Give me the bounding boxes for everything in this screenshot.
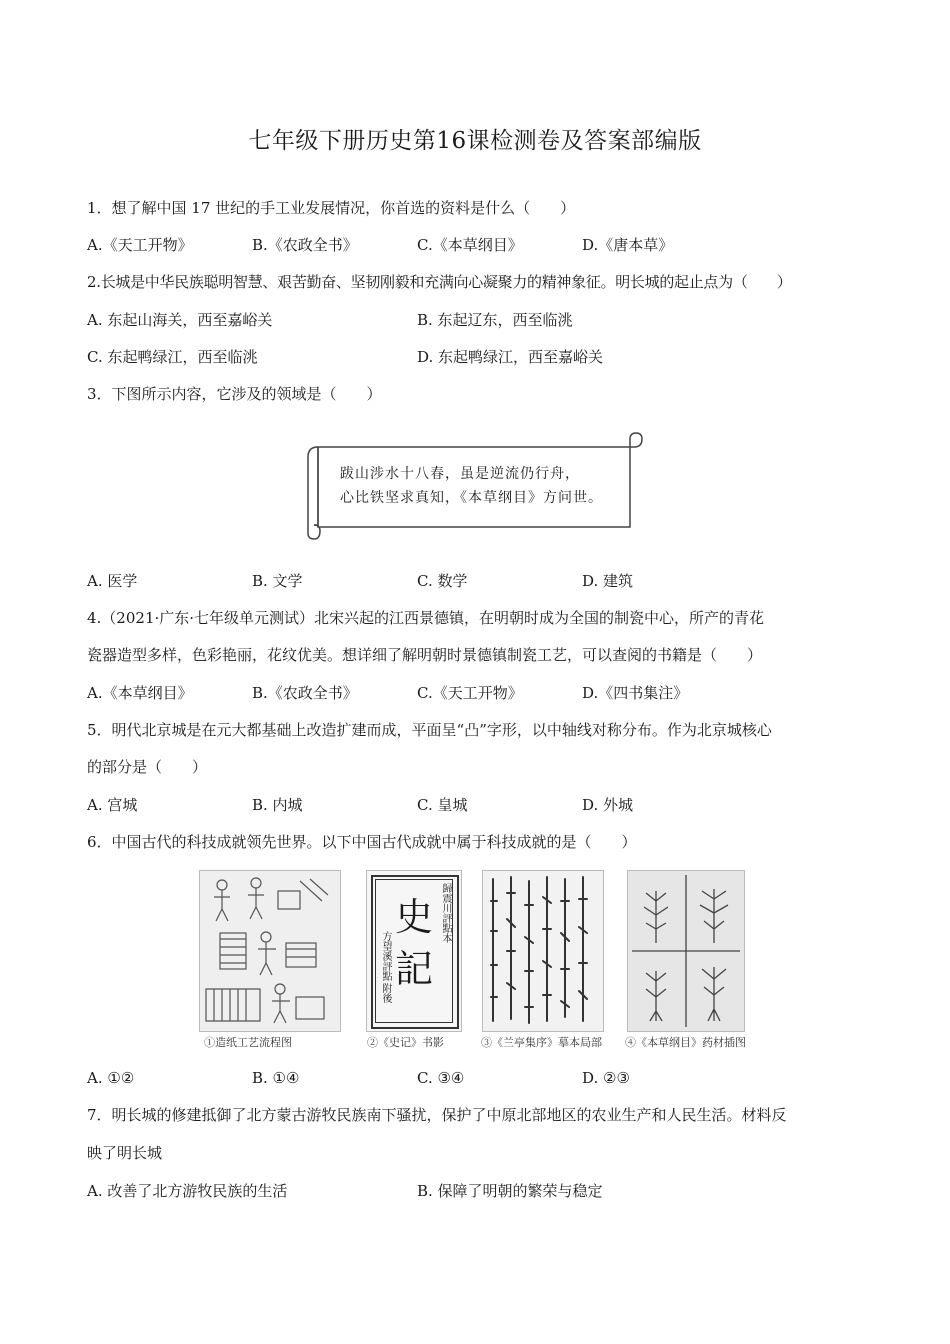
q2-option-a: A. 东起山海关，西至嘉峪关 [87,311,273,329]
q6-option-b: B. ①④ [252,1069,300,1087]
page-title: 七年级下册历史第16课检测卷及答案部编版 [248,128,702,154]
question-5-stem-line-2: 的部分是（ ） [87,758,208,776]
q2-option-c: C. 东起鸭绿江，西至临洮 [87,348,258,366]
book-side-label-right: 歸震川評點本 [440,883,451,943]
scroll-poem-line-2: 心比铁坚求真知，《本草纲目》方问世。 [340,490,603,506]
q2-option-d: D. 东起鸭绿江，西至嘉峪关 [417,348,604,366]
caption-3: ③《兰亭集序》摹本局部 [481,1036,602,1049]
q6-option-d: D. ②③ [582,1069,630,1087]
question-2-stem: 2.长城是中华民族聪明智慧、艰苦勤奋、坚韧刚毅和充满向心凝聚力的精神象征。明长城的起止点为（ ） [87,273,792,291]
q5-option-c: C. 皇城 [417,796,468,814]
q6-option-c: C. ③④ [417,1069,465,1087]
q1-option-d: D.《唐本草》 [582,236,674,254]
question-4-stem-line-1: 4.（2021·广东·七年级单元测试）北宋兴起的江西景德镇，在明朝时成为全国的制瓷中心，所产的青花 [87,609,765,627]
question-4-stem-line-2: 瓷器造型多样，色彩艳丽，花纹优美。想详细了解明朝时景德镇制瓷工艺，可以查阅的书籍是（ ） [87,646,763,664]
q3-option-d: D. 建筑 [582,572,634,590]
book-title-char-1: 史 [395,895,434,939]
q5-option-d: D. 外城 [582,796,634,814]
caption-1: ①造纸工艺流程图 [204,1036,292,1049]
q4-option-c: C.《天工开物》 [417,684,523,702]
q7-option-b: B. 保障了明朝的繁荣与稳定 [417,1182,603,1200]
question-6-stem: 6．中国古代的科技成就领先世界。以下中国古代成就中属于科技成就的是（ ） [87,833,637,851]
question-7-stem-line-1: 7．明长城的修建抵御了北方蒙古游牧民族南下骚扰，保护了中原北部地区的农业生产和人民生活。材料反 [87,1106,787,1124]
q7-option-a: A. 改善了北方游牧民族的生活 [87,1182,288,1200]
shiji-book-cover [366,870,462,1032]
poem-scroll-figure [304,431,646,541]
question-5-stem-line-1: 5．明代北京城是在元大都基础上改造扩建而成，平面呈“凸”字形，以中轴线对称分布。作为北京城核心 [87,721,772,739]
q1-option-b: B.《农政全书》 [252,236,358,254]
q3-option-b: B. 文学 [252,572,303,590]
book-side-label-left: 方望溪評點 [380,931,391,981]
lanting-calligraphy-image [482,870,604,1032]
book-title-char-2: 記 [395,947,434,991]
question-3-stem: 3．下图所示内容，它涉及的领域是（ ） [87,385,382,403]
question-1-stem: 1．想了解中国 17 世纪的手工业发展情况，你首选的资料是什么（ ） [87,199,576,217]
q1-option-a: A.《天工开物》 [87,236,193,254]
q3-option-a: A. 医学 [87,572,138,590]
q2-option-b: B. 东起辽东，西至临洮 [417,311,573,329]
scroll-poem-line-1: 跋山涉水十八春，虽是逆流仍行舟， [340,466,580,482]
q3-option-c: C. 数学 [417,572,468,590]
q4-option-b: B.《农政全书》 [252,684,358,702]
book-side-label-left-2: 附後 [380,983,391,1003]
q4-option-a: A.《本草纲目》 [87,684,193,702]
q1-option-c: C.《本草纲目》 [417,236,523,254]
q5-option-b: B. 内城 [252,796,303,814]
bencao-herb-illustration [627,870,745,1032]
question-7-stem-line-2: 映了明长城 [87,1144,163,1162]
q5-option-a: A. 宫城 [87,796,138,814]
papermaking-illustration [199,870,341,1032]
caption-2: ②《史记》书影 [367,1036,444,1049]
q4-option-d: D.《四书集注》 [582,684,689,702]
caption-4: ④《本草纲目》药材插图 [625,1036,746,1049]
scroll-frame [304,431,646,541]
q6-option-a: A. ①② [87,1069,135,1087]
